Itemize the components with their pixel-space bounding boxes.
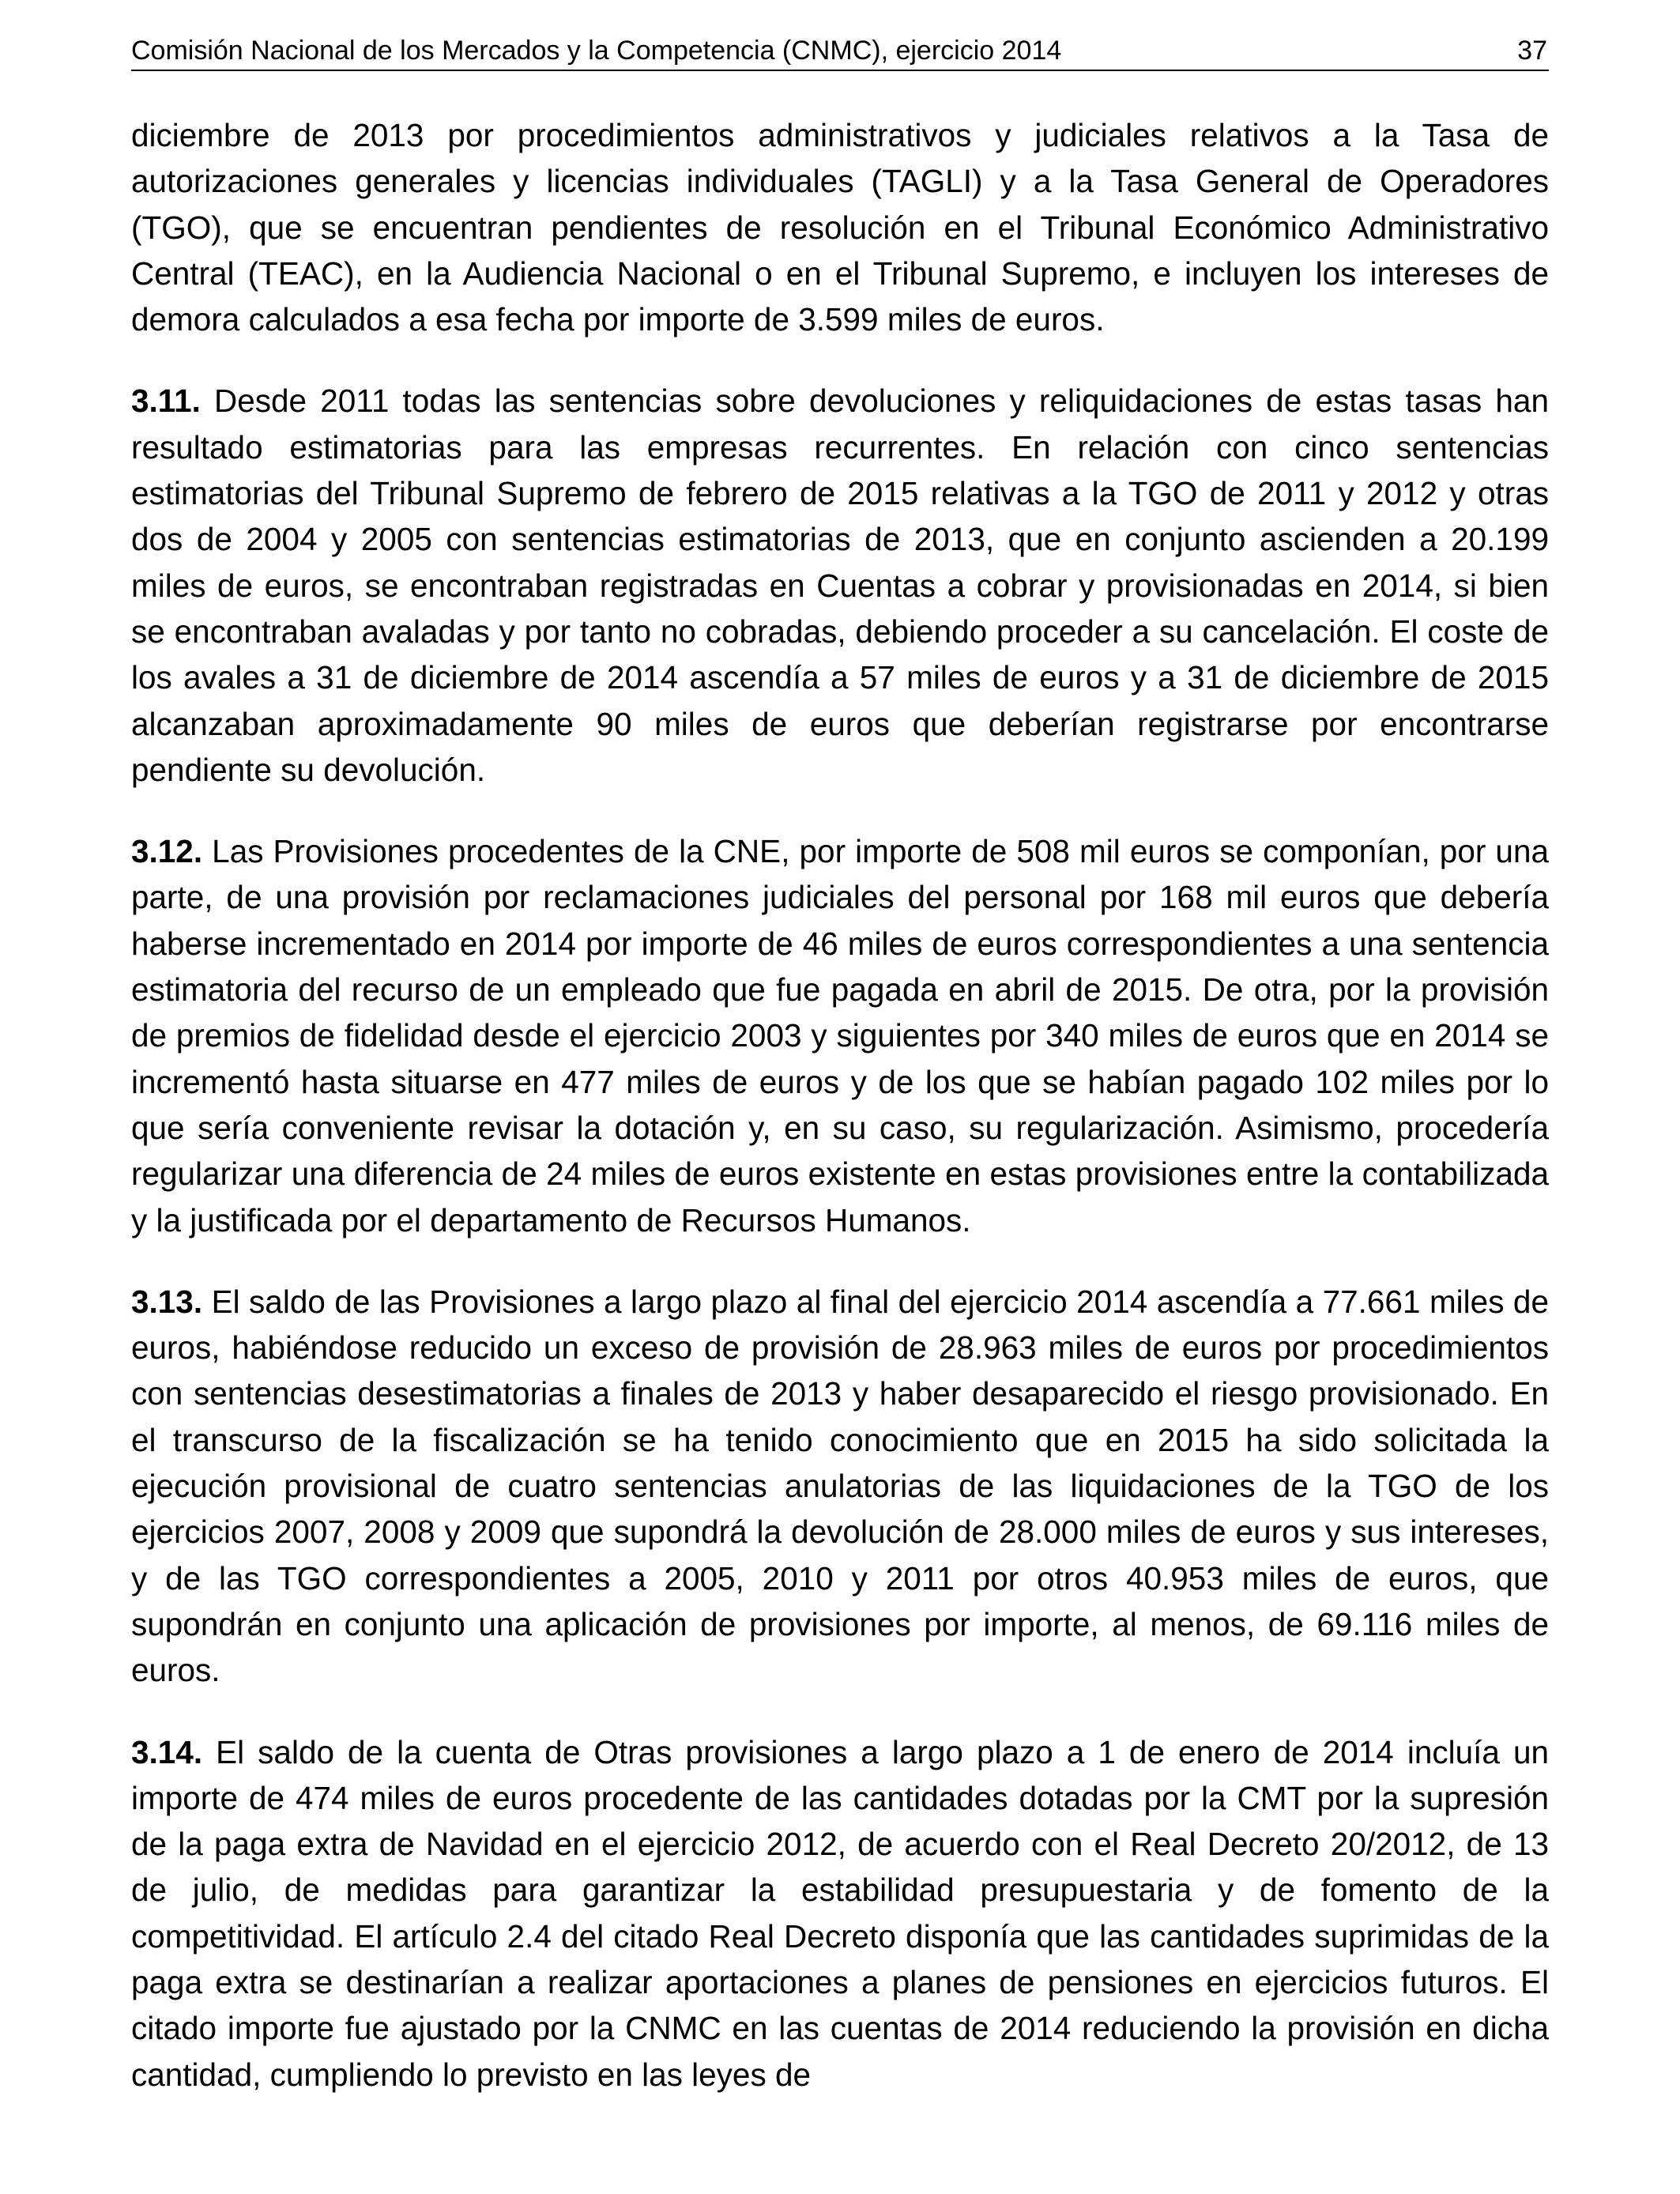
paragraph-text: El saldo de las Provisiones a largo plazo al final del ejercicio 2014 ascendía a 77.661 miles de euros, habiéndose reducido un exceso de provisión de 28.963 miles de euros por procedimientos con sentencias desestimatorias a finales de 2013 y haber desaparecido el riesgo provisionado. En el transcurso de la fiscalización se ha tenido conocimiento que en 2015 ha sido solicitada la ejecución provisional de cuatro sentencias anulatorias de las liquidaciones de la TGO de los ejercicios 2007, 2008 y 2009 que supondrá la devolución de 28.000 miles de euros y sus intereses, y de las TGO correspondientes a 2005, 2010 y 2011 por otros 40.953 miles de euros, que supondrán en conjunto una aplicación de provisiones por importe, al menos, de 69.116 miles de euros. [131, 1283, 1549, 1689]
paragraph-text: diciembre de 2013 por procedimientos administrativos y judiciales relativos a la Tasa de autorizaciones generales y licencias individuales (TAGLI) y a la Tasa General de Operadores (TGO), que se encuentran pendientes de resolución en el Tribunal Económico Administrativo Central (TEAC), en la Audiencia Nacional o en el Tribunal Supremo, e incluyen los intereses de demora calculados a esa fecha por importe de 3.599 miles de euros. [131, 117, 1549, 338]
paragraph-number: 3.13. [131, 1283, 203, 1320]
paragraph-number: 3.12. [131, 833, 203, 870]
paragraph-3-12 [131, 828, 1549, 1243]
paragraph-number: 3.14. [131, 1733, 203, 1770]
page-number: 37 [1517, 36, 1547, 66]
document-body [131, 112, 1549, 2098]
paragraph-3-14 [131, 1729, 1549, 2098]
paragraph-number: 3.11. [131, 383, 201, 420]
paragraph-3-11 [131, 378, 1549, 793]
paragraph-text: El saldo de la cuenta de Otras provisiones a largo plazo a 1 de enero de 2014 incluía un importe de 474 miles de euros procedente de las cantidades dotadas por la CMT por la supresión de la paga extra de Navidad en el ejercicio 2012, de acuerdo con el Real Decreto 20/2012, de 13 de julio, de medidas para garantizar la estabilidad presupuestaria y de fomento de la competitividad. El artículo 2.4 del citado Real Decreto disponía que las cantidades suprimidas de la paga extra se destinarían a realizar aportaciones a planes de pensiones en ejercicios futuros. El citado importe fue ajustado por la CNMC en las cuentas de 2014 reduciendo la provisión en dicha cantidad, cumpliendo lo previsto en las leyes de [131, 1733, 1549, 2093]
page-header [131, 32, 1549, 71]
paragraph-3-13 [131, 1279, 1549, 1694]
header-title: Comisión Nacional de los Mercados y la Competencia (CNMC), ejercicio 2014 [131, 36, 1062, 66]
paragraph-text: Las Provisiones procedentes de la CNE, por importe de 508 mil euros se componían, por una parte, de una provisión por reclamaciones judiciales del personal por 168 mil euros que debería haberse incrementado en 2014 por importe de 46 miles de euros correspondientes a una sentencia estimatoria del recurso de un empleado que fue pagada en abril de 2015. De otra, por la provisión de premios de fidelidad desde el ejercicio 2003 y siguientes por 340 miles de euros que en 2014 se incrementó hasta situarse en 477 miles de euros y de los que se habían pagado 102 miles por lo que sería conveniente revisar la dotación y, en su caso, su regularización. Asimismo, procedería regularizar una diferencia de 24 miles de euros existente en estas provisiones entre la contabilizada y la justificada por el departamento de Recursos Humanos. [131, 833, 1549, 1238]
paragraph-text: Desde 2011 todas las sentencias sobre devoluciones y reliquidaciones de estas tasas han resultado estimatorias para las empresas recurrentes. En relación con cinco sentencias estimatorias del Tribunal Supremo de febrero de 2015 relativas a la TGO de 2011 y 2012 y otras dos de 2004 y 2005 con sentencias estimatorias de 2013, que en conjunto ascienden a 20.199 miles de euros, se encontraban registradas en Cuentas a cobrar y provisionadas en 2014, si bien se encontraban avaladas y por tanto no cobradas, debiendo proceder a su cancelación. El coste de los avales a 31 de diciembre de 2014 ascendía a 57 miles de euros y a 31 de diciembre de 2015 alcanzaban aproximadamente 90 miles de euros que deberían registrarse por encontrarse pendiente su devolución. [131, 383, 1549, 788]
paragraph-continuation [131, 112, 1549, 342]
